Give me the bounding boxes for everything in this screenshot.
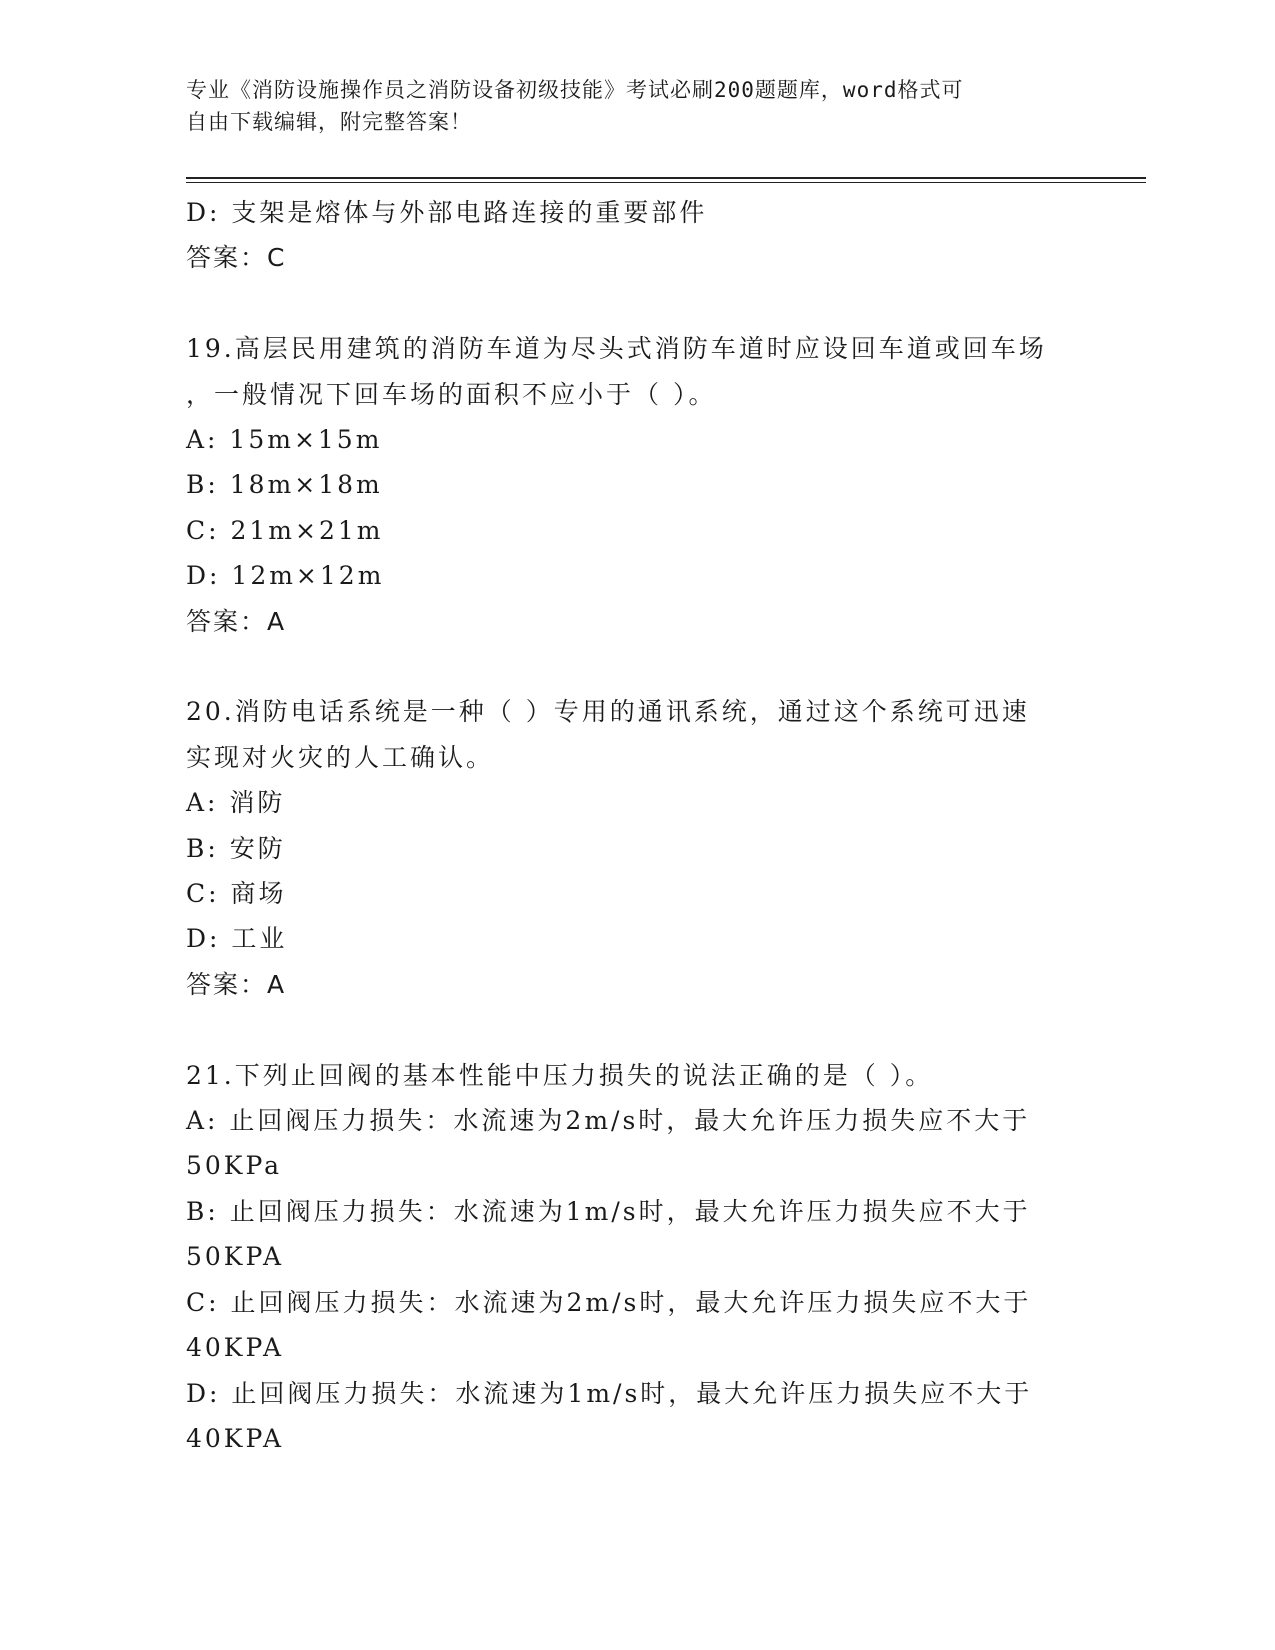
answer-line: 答案：A — [186, 606, 287, 636]
question-text: 19.高层民用建筑的消防车道为尽头式消防车道时应设回车道或回车场 — [186, 334, 1047, 364]
option-d: D: 工业 — [186, 924, 288, 954]
option-b-cont: 50KPA — [186, 1242, 285, 1272]
option-d-cont: 40KPA — [186, 1423, 285, 1453]
header-line-2: 自由下载编辑，附完整答案！ — [186, 110, 472, 134]
answer-line: 答案：A — [186, 969, 287, 999]
spacer — [186, 1007, 1066, 1052]
option-d: D: 止回阀压力损失：水流速为1m/s时，最大允许压力损失应不大于 — [186, 1378, 1033, 1408]
option-a: A: 15m×15m — [186, 425, 383, 455]
option-c: C: 止回阀压力损失：水流速为2m/s时，最大允许压力损失应不大于 — [186, 1287, 1032, 1317]
question-20 — [186, 689, 1066, 1007]
header-line-1: 专业《消防设施操作员之消防设备初级技能》考试必刷200题题库，word格式可 — [186, 78, 964, 102]
option-d: D: 支架是熔体与外部电路连接的重要部件 — [186, 198, 708, 227]
option-a: A: 止回阀压力损失：水流速为2m/s时，最大允许压力损失应不大于 — [186, 1106, 1031, 1136]
question-18-tail — [186, 190, 1066, 281]
answer-line: 答案：C — [186, 243, 287, 273]
option-a: A: 消防 — [186, 788, 286, 818]
question-text-cont: 实现对火灾的人工确认。 — [186, 742, 495, 772]
header-divider-thin — [186, 182, 1146, 183]
option-d: D: 12m×12m — [186, 561, 385, 591]
question-list — [186, 190, 1066, 1461]
option-c: C: 21m×21m — [186, 515, 384, 545]
option-c: C: 商场 — [186, 879, 287, 909]
question-text: 20.消防电话系统是一种（ ）专用的通讯系统，通过这个系统可迅速 — [186, 697, 1030, 727]
question-text-cont: ，一般情况下回车场的面积不应小于（ ）。 — [186, 379, 717, 409]
spacer — [186, 281, 1066, 326]
option-c-cont: 40KPA — [186, 1333, 285, 1363]
option-b: B: 18m×18m — [186, 470, 383, 500]
page-header — [186, 74, 1066, 138]
question-21 — [186, 1053, 1066, 1462]
option-b: B: 止回阀压力损失：水流速为1m/s时，最大允许压力损失应不大于 — [186, 1196, 1031, 1226]
question-19 — [186, 326, 1066, 644]
spacer — [186, 644, 1066, 689]
question-text: 21.下列止回阀的基本性能中压力损失的说法正确的是（ ）。 — [186, 1060, 934, 1090]
option-a-cont: 50KPa — [186, 1151, 283, 1181]
header-divider-thick — [186, 177, 1146, 179]
option-b: B: 安防 — [186, 833, 286, 863]
